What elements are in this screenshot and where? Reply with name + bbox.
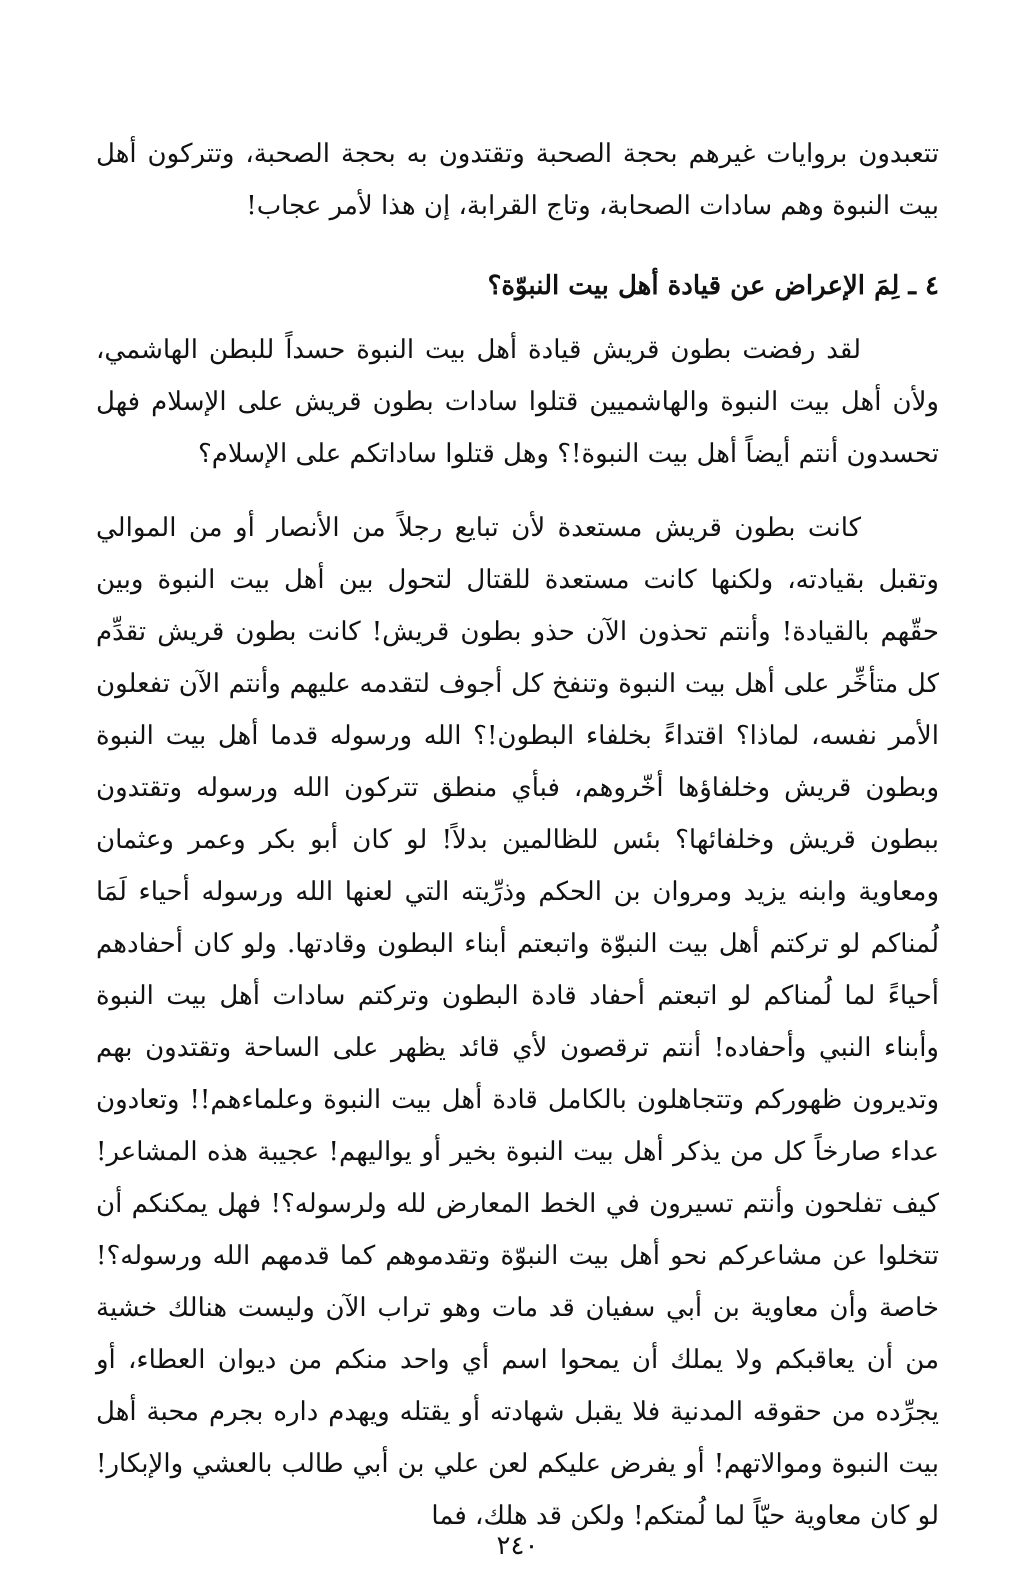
paragraph-1: لقد رفضت بطون قريش قيادة أهل بيت النبوة حسداً للبطن الهاشمي، ولأن أهل بيت النبوة والهاشميين قتلوا سادات بطون قريش على الإسلام فهل تحسدون أنتم أيضاً أهل بيت النبوة!؟ وهل قتلوا ساداتكم على الإسلام؟ — [96, 335, 939, 469]
intro-paragraph: تتعبدون بروايات غيرهم بحجة الصحبة وتقتدون به بحجة الصحبة، وتتركون أهل بيت النبوة وهم سادات الصحابة، وتاج القرابة، إن هذا لأمر عجاب! — [96, 139, 939, 221]
paragraph-2: كانت بطون قريش مستعدة لأن تبايع رجلاً من الأنصار أو من الموالي وتقبل بقيادته، ولكنها كانت مستعدة للقتال لتحول بين أهل بيت النبوة وبين حقّهم بالقيادة! وأنتم تحذون الآن حذو بطون قريش! كانت بطون قريش تقدِّم كل متأخِّر على أهل بيت النبوة وتنفخ كل أجوف لتقدمه عليهم وأنتم الآن تفعلون الأمر نفسه، لماذا؟ اقتداءً بخلفاء البطون!؟ الله ورسوله قدما أهل بيت النبوة وبطون قريش وخلفاؤها أخّروهم، فبأي منطق تتركون الله ورسوله وتقتدون ببطون قريش وخلفائها؟ بئس للظالمين بدلاً! لو كان أبو بكر وعمر وعثمان ومعاوية وابنه يزيد ومروان بن الحكم وذرِّيته التي لعنها الله ورسوله أحياء لَمَا لُمناكم لو تركتم أهل بيت النبوّة واتبعتم أبناء البطون وقادتها. ولو كان أحفادهم أحياءً لما لُمناكم لو اتبعتم أحفاد قادة البطون وتركتم سادات أهل بيت النبوة وأبناء النبي وأحفاده! أنتم ترقصون لأي قائد يظهر على الساحة وتقتدون بهم وتديرون ظهوركم وتتجاهلون بالكامل قادة أهل بيت النبوة وعلماءهم!! وتعادون عداء صارخاً كل من يذكر أهل بيت النبوة بخير أو يواليهم! عجيبة هذه المشاعر! كيف تفلحون وأنتم تسيرون في الخط المعارض لله ولرسوله؟! فهل يمكنكم أن تتخلوا عن مشاعركم نحو أهل بيت النبوّة وتقدموهم كما قدمهم الله ورسوله؟! خاصة وأن معاوية بن أبي سفيان قد مات وهو تراب الآن وليست هنالك خشية من أن يعاقبكم ولا يملك أن يمحوا اسم أي واحد منكم من ديوان العطاء، أو يجرِّده من حقوقه المدنية فلا يقبل شهادته أو يقتله ويهدم داره بجرم محبة أهل بيت النبوة وموالاتهم! أو يفرض عليكم لعن علي بن أبي طالب بالعشي والإبكار! لو كان معاوية حيّاً لما لُمتكم! ولكن قد هلك، فما — [96, 513, 939, 1531]
page-number: ٢٤٠ — [496, 1531, 539, 1561]
page-body — [96, 128, 939, 1542]
section-heading: ٤ ـ لِمَ الإعراض عن قيادة أهل بيت النبوّة؟ — [487, 271, 939, 301]
